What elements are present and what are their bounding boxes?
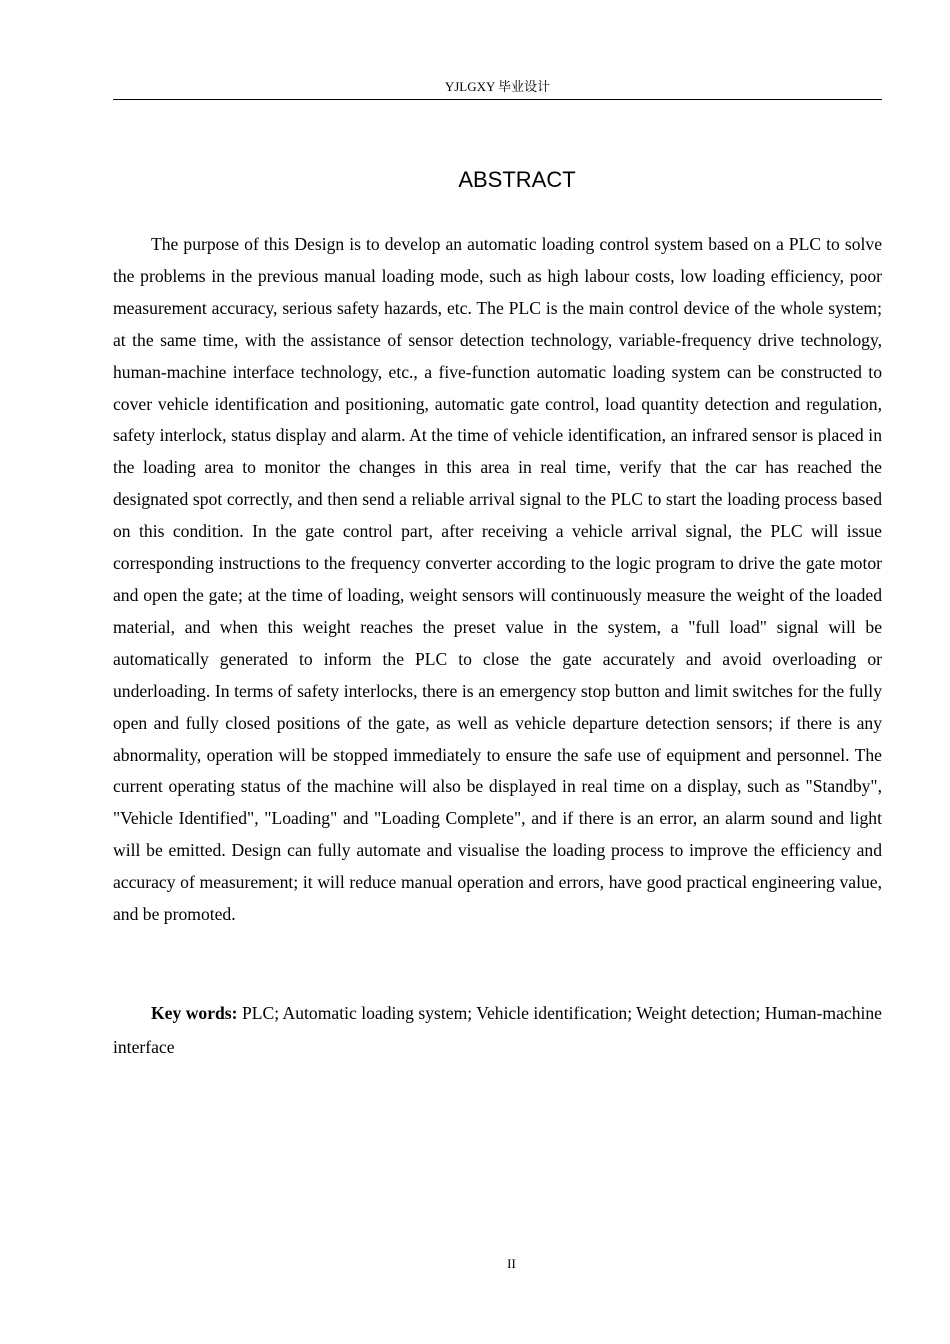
page-number: II — [507, 1256, 516, 1271]
abstract-title: ABSTRACT — [458, 167, 576, 192]
running-header: YJLGXY 毕业设计 — [444, 79, 551, 94]
keywords-paragraph — [113, 996, 882, 1064]
header-rule — [113, 99, 882, 100]
abstract-body: The purpose of this Design is to develop an automatic loading control system based on a PLC to solve the problems in the previous manual loading mode, such as high labour costs, low loading efficiency, poor measurement accuracy, serious safety hazards, etc. The PLC is the main control device of the whole system; at the same time, with the assistance of sensor detection technology, variable-frequency drive technology, human-machine interface technology, etc., a five-function automatic loading system can be constructed to cover vehicle identification and positioning, automatic gate control, load quantity detection and regulation, safety interlock, status display and alarm. At the time of vehicle identification, an infrared sensor is placed in the loading area to monitor the changes in this area in real time, verify that the car has reached the designated spot correctly, and then send a reliable arrival signal to the PLC to start the loading process based on this condition. In the gate control part, after receiving a vehicle arrival signal, the PLC will issue corresponding instructions to the frequency converter according to the logic program to drive the gate motor and open the gate; at the time of loading, weight sensors will continuously measure the weight of the loaded material, and when this weight reaches the preset value in the system, a "full load" signal will be automatically generated to inform the PLC to close the gate accurately and avoid overloading or underloading. In terms of safety interlocks, there is an emergency stop button and limit switches for the fully open and fully closed positions of the gate, as well as vehicle departure detection sensors; if there is any abnormality, operation will be stopped immediately to ensure the safe use of equipment and personnel. The current operating status of the machine will also be displayed in real time on a display, such as "Standby", "Vehicle Identified", "Loading" and "Loading Complete", and if there is an error, an alarm sound and light will be emitted. Design can fully automate and visualise the loading process to improve the efficiency and accuracy of measurement; it will reduce manual operation and errors, have good practical engineering value, and be promoted. — [113, 234, 882, 925]
keywords-label: Key words: — [151, 1003, 238, 1023]
keywords-text: PLC; Automatic loading system; Vehicle identification; Weight detection; Human-machine interface — [113, 1003, 882, 1057]
